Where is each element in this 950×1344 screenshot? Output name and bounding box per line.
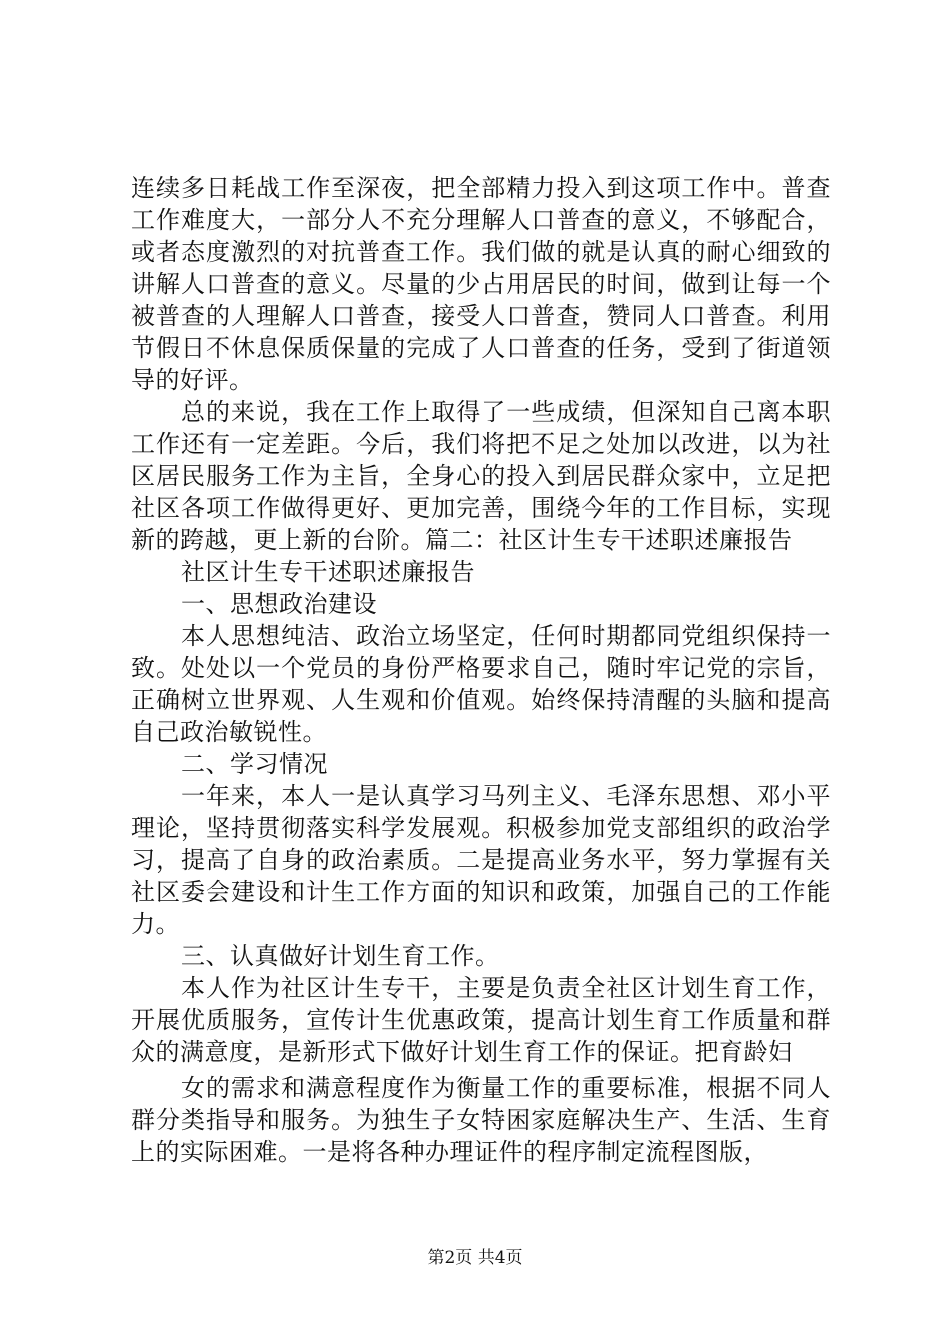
section-heading-family-planning: 三、认真做好计划生育工作。: [181, 942, 500, 970]
section-heading-political: 一、思想政治建设: [181, 590, 377, 618]
document-body: [131, 172, 831, 1168]
page-number-footer: 第2页 共4页: [427, 1248, 523, 1268]
paragraph-family-planning: 本人作为社区计生专干，主要是负责全社区计划生育工作，开展优质服务，宣传计生优惠政策，提高计划生育工作质量和群众的满意度，是新形式下做好计划生育工作的保证。把育龄妇: [131, 974, 831, 1066]
report-title: 社区计生专干述职述廉报告: [181, 558, 475, 586]
paragraph-summary: 总的来说，我在工作上取得了一些成绩，但深知自己离本职工作还有一定差距。今后，我们将把不足之处加以改进，以为社区居民服务工作为主旨，全身心的投入到居民群众家中，立足把社区各项工作做得更好、更加完善，围绕今年的工作目标，实现新的跨越，更上新的台阶。篇二：社区计生专干述职述廉报告: [131, 398, 831, 554]
paragraph-family-planning-continued: 女的需求和满意程度作为衡量工作的重要标准，根据不同人群分类指导和服务。为独生子女特困家庭解决生产、生活、生育上的实际困难。一是将各种办理证件的程序制定流程图版，: [131, 1074, 831, 1166]
paragraph-study: 一年来，本人一是认真学习马列主义、毛泽东思想、邓小平理论，坚持贯彻落实科学发展观。积极参加党支部组织的政治学习，提高了自身的政治素质。二是提高业务水平，努力掌握有关社区委会建设和计生工作方面的知识和政策，加强自己的工作能力。: [131, 782, 831, 938]
paragraph-political: 本人思想纯洁、政治立场坚定，任何时期都同党组织保持一致。处处以一个党员的身份严格要求自己，随时牢记党的宗旨，正确树立世界观、人生观和价值观。始终保持清醒的头脑和提高自己政治敏锐性。: [131, 622, 831, 746]
section-heading-study: 二、学习情况: [181, 750, 328, 778]
paragraph-census-work: 连续多日耗战工作至深夜，把全部精力投入到这项工作中。普查工作难度大，一部分人不充分理解人口普查的意义，不够配合，或者态度激烈的对抗普查工作。我们做的就是认真的耐心细致的讲解人口普查的意义。尽量的少占用居民的时间，做到让每一个被普查的人理解人口普查，接受人口普查，赞同人口普查。利用节假日不休息保质保量的完成了人口普查的任务，受到了街道领导的好评。: [131, 174, 831, 394]
